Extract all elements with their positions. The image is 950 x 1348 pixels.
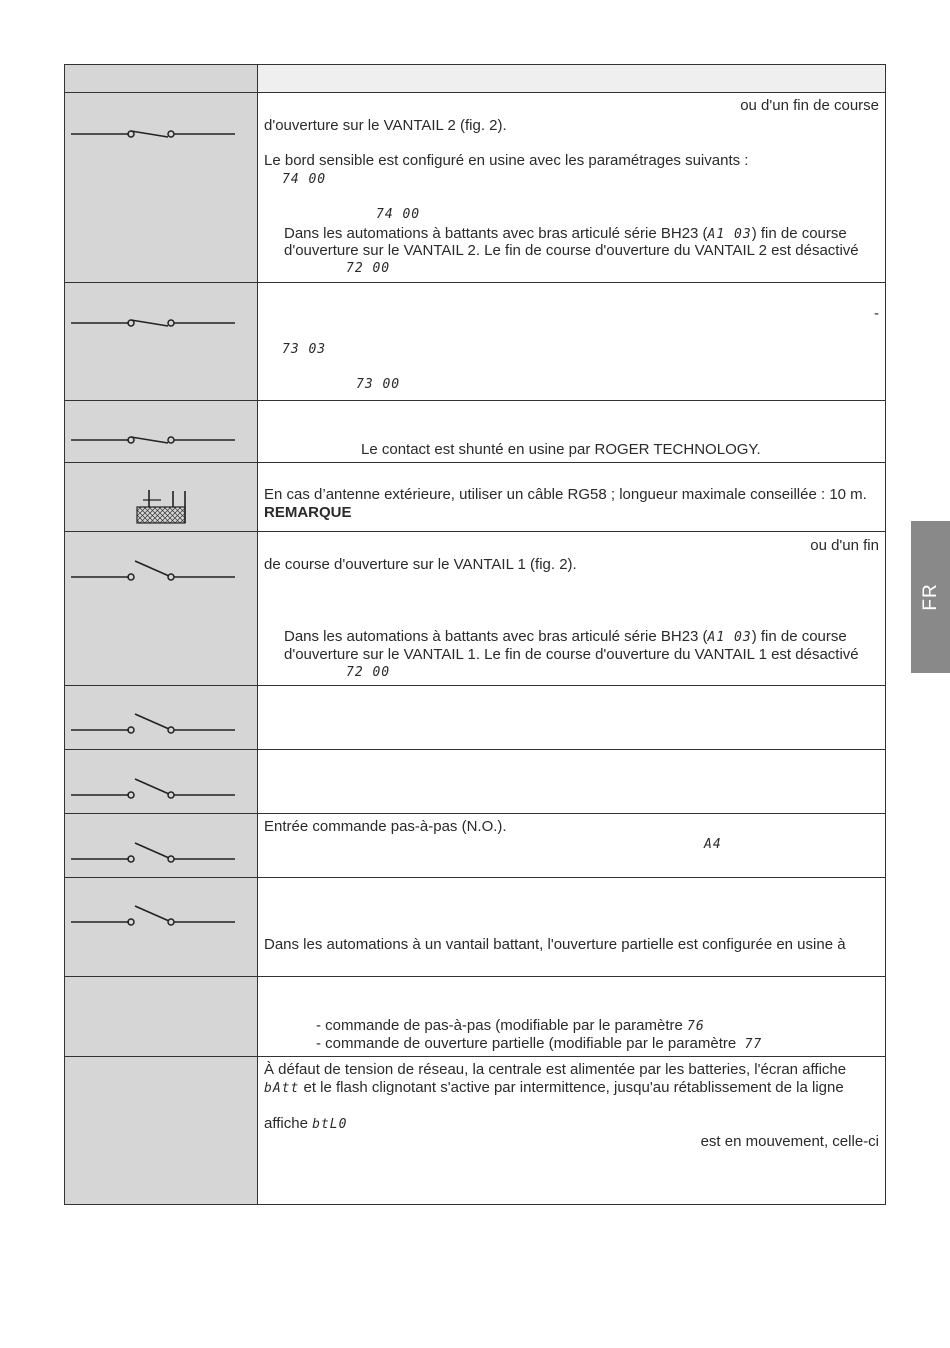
icon-cell (65, 878, 258, 976)
table-row (65, 93, 885, 283)
display-code: 72 00 (346, 665, 391, 680)
table-row (65, 977, 885, 1057)
display-code: A1 03 (707, 630, 752, 645)
icon-cell (65, 463, 258, 531)
text-part: ) fin de course (751, 225, 847, 242)
table-row (65, 878, 885, 977)
text-line: ou d'un fin (810, 537, 879, 554)
language-tab-label: FR (919, 583, 941, 611)
text-line: Le contact est shunté en usine par ROGER TECHNOLOGY. (361, 441, 761, 458)
display-code: btL0 (312, 1117, 348, 1132)
display-code: bAtt (264, 1081, 300, 1096)
no-contact-icon (65, 814, 257, 877)
text-line: est en mouvement, celle-ci (700, 1133, 879, 1150)
display-code: 72 00 (346, 261, 391, 276)
text-line: d'ouverture sur le VANTAIL 2. Le fin de course d'ouverture du VANTAIL 2 est désactivé (284, 242, 859, 259)
icon-cell (65, 283, 258, 400)
text-line (264, 1115, 347, 1134)
description-cell (258, 401, 885, 462)
remark-label: REMARQUE (264, 504, 352, 521)
text-part: affiche (264, 1115, 308, 1132)
icon-cell (65, 532, 258, 685)
header-right-cell (258, 65, 885, 92)
table-row (65, 283, 885, 401)
language-tab (911, 521, 950, 673)
no-contact-icon (65, 686, 257, 749)
icon-cell (65, 401, 258, 462)
description-cell (258, 686, 885, 749)
table-row (65, 750, 885, 814)
display-code: 74 00 (376, 207, 421, 222)
text-line: de course d'ouverture sur le VANTAIL 1 (fig. 2). (264, 556, 577, 573)
text-line (264, 1079, 844, 1098)
nc-contact-icon (65, 283, 257, 400)
text-line: Le bord sensible est configuré en usine avec les paramétrages suivants : (264, 152, 749, 169)
table-header-row (65, 65, 885, 93)
antenna-icon (65, 463, 257, 531)
text-part: et le flash clignotant s'active par intermittence, jusqu'au rétablissement de la ligne (303, 1079, 844, 1096)
text-part: ) fin de course (751, 628, 847, 645)
icon-cell (65, 750, 258, 813)
no-contact-icon (65, 532, 257, 685)
display-code: 77 (744, 1037, 763, 1052)
description-cell (258, 750, 885, 813)
text-line (284, 628, 847, 647)
table-row (65, 463, 885, 532)
display-code: A1 03 (707, 227, 752, 242)
description-cell (258, 532, 885, 685)
no-contact-icon (65, 878, 257, 976)
description-cell (258, 283, 885, 400)
description-cell (258, 977, 885, 1056)
text-line (316, 1017, 705, 1036)
icon-cell (65, 814, 258, 877)
text-line: ou d'un fin de course (740, 97, 879, 114)
display-code: A4 (704, 837, 722, 852)
connections-table (64, 64, 886, 1205)
text-part: Dans les automations à battants avec bras articulé série BH23 ( (284, 628, 708, 645)
description-cell (258, 814, 885, 877)
table-row (65, 401, 885, 463)
description-cell (258, 93, 885, 282)
icon-cell (65, 686, 258, 749)
text-line: Entrée commande pas-à-pas (N.O.). (264, 818, 507, 835)
label-cell (65, 1057, 258, 1204)
label-cell (65, 977, 258, 1056)
text-line: Dans les automations à un vantail battant, l'ouverture partielle est configurée en usine à (264, 936, 846, 953)
text-part: - commande de pas-à-pas (modifiable par le paramètre (316, 1017, 683, 1034)
description-cell (258, 878, 885, 976)
header-left-cell (65, 65, 258, 92)
text-line: À défaut de tension de réseau, la centrale est alimentée par les batteries, l'écran affiche (264, 1061, 847, 1078)
display-code: 73 03 (282, 342, 327, 357)
text-part: - commande de ouverture partielle (modifiable par le paramètre (316, 1035, 737, 1052)
display-code: 74 00 (282, 172, 327, 187)
table-row (65, 532, 885, 686)
text-line: - (874, 305, 879, 322)
text-line: En cas d’antenne extérieure, utiliser un câble RG58 ; longueur maximale conseillée : 10 m. (264, 486, 867, 503)
no-contact-icon (65, 750, 257, 813)
table-row (65, 1057, 885, 1204)
display-code: 76 (687, 1019, 705, 1034)
text-line (264, 504, 352, 522)
text-line: d'ouverture sur le VANTAIL 2 (fig. 2). (264, 117, 507, 134)
text-part: Dans les automations à battants avec bras articulé série BH23 ( (284, 225, 708, 242)
nc-contact-icon (65, 401, 257, 462)
text-line: d'ouverture sur le VANTAIL 1. Le fin de course d'ouverture du VANTAIL 1 est désactivé (284, 646, 859, 663)
table-row (65, 814, 885, 878)
display-code: 73 00 (356, 377, 401, 392)
description-cell (258, 1057, 885, 1204)
nc-contact-icon (65, 93, 257, 282)
description-cell (258, 463, 885, 531)
icon-cell (65, 93, 258, 282)
text-line (316, 1035, 762, 1054)
table-row (65, 686, 885, 750)
